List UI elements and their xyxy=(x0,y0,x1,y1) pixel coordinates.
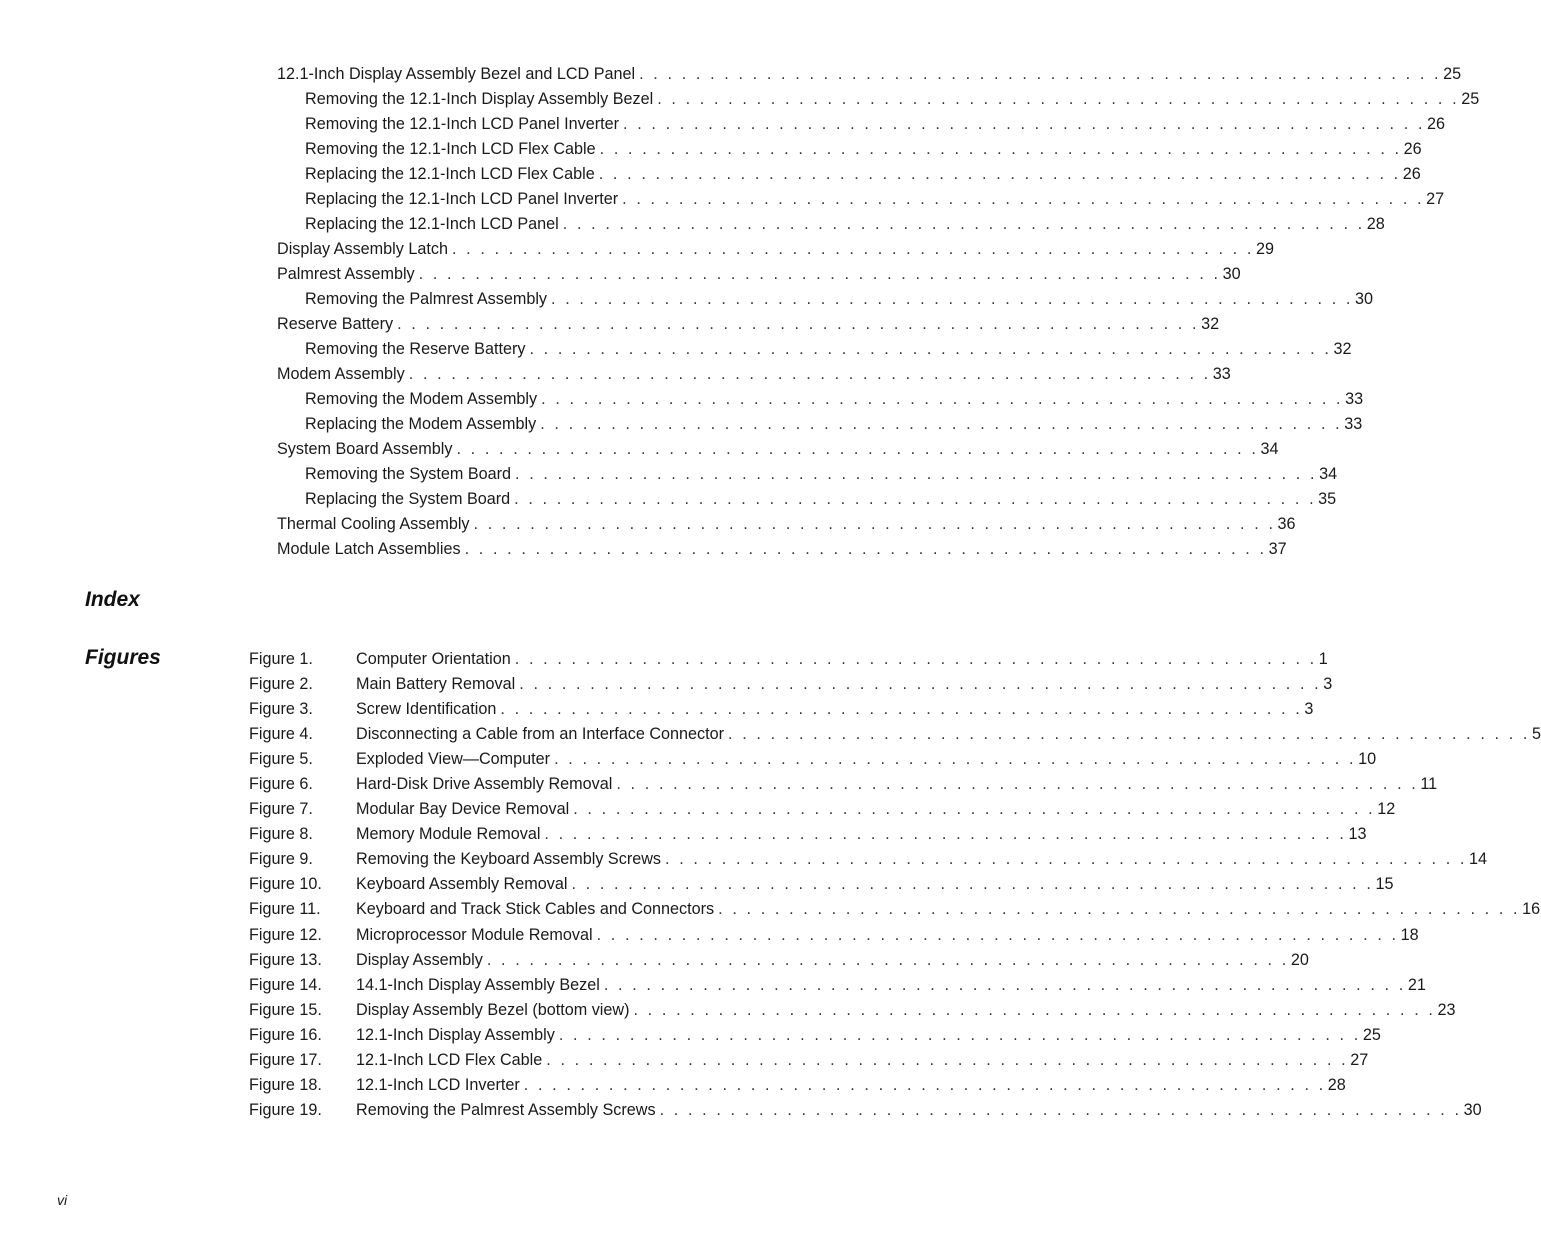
figure-page: 28 xyxy=(1327,1075,1346,1094)
toc-entry-title: Thermal Cooling Assembly xyxy=(277,515,470,533)
dot-leader: . . . . . . . . . . . . . . . . . . . . . . . . . . . . . . . . . . . . . . . . . . . . . . . . . . . . . . . . . xyxy=(633,1000,1436,1019)
dot-leader: . . . . . . . . . . . . . . . . . . . . . . . . . . . . . . . . . . . . . . . . . . . . . . . . . . . . . . . . . xyxy=(728,725,1531,744)
toc-entry xyxy=(305,387,1364,412)
figure-page: 3 xyxy=(1323,675,1333,694)
dot-leader: . . . . . . . . . . . . . . . . . . . . . . . . . . . . . . . . . . . . . . . . . . . . . . . . . . . . . . . . . xyxy=(659,1100,1462,1119)
figure-number: Figure 19. xyxy=(249,1100,322,1119)
dot-leader: . . . . . . . . . . . . . . . . . . . . . . . . . . . . . . . . . . . . . . . . . . . . . . . . . . . . . . . . . xyxy=(500,700,1303,719)
figure-title: Microprocessor Module Removal xyxy=(356,925,593,944)
figure-page: 23 xyxy=(1437,1000,1456,1019)
figure-page: 5 xyxy=(1532,725,1541,744)
figure-title: Screw Identification xyxy=(356,700,497,719)
toc-entry-page: 34 xyxy=(1319,465,1338,483)
figure-title: Removing the Keyboard Assembly Screws xyxy=(356,850,662,869)
toc-entry-page: 30 xyxy=(1222,265,1241,283)
toc-entry xyxy=(305,412,1363,437)
figure-entry-body xyxy=(356,923,1419,948)
figure-title: Main Battery Removal xyxy=(356,675,516,694)
toc-entry-title: Replacing the Modem Assembly xyxy=(305,415,537,433)
toc-entry-title: Reserve Battery xyxy=(277,315,394,333)
dot-leader: . . . . . . . . . . . . . . . . . . . . . . . . . . . . . . . . . . . . . . . . . . . . . . . . . . . . . . . . . xyxy=(571,875,1374,894)
toc-entry-page: 27 xyxy=(1426,190,1445,208)
figure-number: Figure 15. xyxy=(249,1000,322,1019)
toc-entry-title: Replacing the 12.1-Inch LCD Panel xyxy=(305,215,559,233)
toc-entry-title: Removing the Modem Assembly xyxy=(305,390,538,408)
dot-leader: . . . . . . . . . . . . . . . . . . . . . . . . . . . . . . . . . . . . . . . . . . . . . . . . . . . . . . . . . xyxy=(657,90,1460,108)
figure-page: 11 xyxy=(1420,775,1438,794)
figure-number: Figure 18. xyxy=(249,1075,322,1094)
dot-leader: . . . . . . . . . . . . . . . . . . . . . . . . . . . . . . . . . . . . . . . . . . . . . . . . . . . . . . . . . xyxy=(473,515,1276,533)
dot-leader: . . . . . . . . . . . . . . . . . . . . . . . . . . . . . . . . . . . . . . . . . . . . . . . . . . . . . . . . . xyxy=(639,65,1442,83)
figure-entry xyxy=(0,897,1541,922)
figure-entry-body xyxy=(356,772,1438,797)
toc-entry-title: Module Latch Assemblies xyxy=(277,540,461,558)
figure-number: Figure 4. xyxy=(249,725,313,744)
toc-entry xyxy=(305,462,1338,487)
figure-number: Figure 13. xyxy=(249,950,322,969)
toc-entry-title: Modem Assembly xyxy=(277,365,405,383)
figure-number: Figure 6. xyxy=(249,775,313,794)
figure-entry-body xyxy=(356,897,1541,922)
figure-entry xyxy=(0,847,1488,872)
figure-entry xyxy=(0,722,1541,747)
figure-number: Figure 9. xyxy=(249,850,313,869)
figure-title: Removing the Palmrest Assembly Screws xyxy=(356,1100,656,1119)
toc-entry xyxy=(305,337,1352,362)
figure-entry xyxy=(0,697,1314,722)
figure-entry xyxy=(0,772,1438,797)
toc-entry xyxy=(277,262,1241,287)
toc-entry-title: Removing the 12.1-Inch LCD Panel Inverter xyxy=(305,115,620,133)
toc-entry xyxy=(305,162,1421,187)
toc-entry-title: Replacing the System Board xyxy=(305,490,511,508)
figure-entry xyxy=(0,647,1328,672)
figure-entry-body xyxy=(356,697,1314,722)
figure-page: 1 xyxy=(1318,650,1328,668)
figure-title: Hard-Disk Drive Assembly Removal xyxy=(356,775,613,794)
toc-entry xyxy=(305,487,1337,512)
figure-entry-body xyxy=(356,797,1396,822)
page-number: vi xyxy=(57,1192,68,1208)
figure-entry-body xyxy=(356,1073,1346,1098)
toc-entry xyxy=(305,287,1374,312)
figure-title: Computer Orientation xyxy=(356,650,511,668)
dot-leader: . . . . . . . . . . . . . . . . . . . . . . . . . . . . . . . . . . . . . . . . . . . . . . . . . . . . . . . . . xyxy=(616,775,1419,794)
dot-leader: . . . . . . . . . . . . . . . . . . . . . . . . . . . . . . . . . . . . . . . . . . . . . . . . . . . . . . . . . xyxy=(540,415,1343,433)
toc-entry-page: 25 xyxy=(1443,65,1462,83)
toc-entry xyxy=(277,237,1274,262)
figure-page: 30 xyxy=(1463,1100,1482,1119)
dot-leader: . . . . . . . . . . . . . . . . . . . . . . . . . . . . . . . . . . . . . . . . . . . . . . . . . . . . . . . . . xyxy=(397,315,1200,333)
toc-entry-page: 36 xyxy=(1277,515,1296,533)
figure-title: 12.1-Inch LCD Flex Cable xyxy=(356,1050,543,1069)
figure-title: Memory Module Removal xyxy=(356,825,541,844)
toc-entry-page: 29 xyxy=(1255,240,1274,258)
toc-entry-page: 33 xyxy=(1345,390,1364,408)
figure-entry-body xyxy=(356,647,1328,672)
dot-leader: . . . . . . . . . . . . . . . . . . . . . . . . . . . . . . . . . . . . . . . . . . . . . . . . . . . . . . . . . xyxy=(623,115,1426,133)
toc-entry-title: Removing the Palmrest Assembly xyxy=(305,290,548,308)
toc-entry-page: 35 xyxy=(1318,490,1337,508)
figure-entry xyxy=(0,1098,1482,1123)
dot-leader: . . . . . . . . . . . . . . . . . . . . . . . . . . . . . . . . . . . . . . . . . . . . . . . . . . . . . . . . . xyxy=(514,490,1317,508)
figure-title: Modular Bay Device Removal xyxy=(356,800,570,819)
toc-entry xyxy=(277,537,1287,562)
dot-leader: . . . . . . . . . . . . . . . . . . . . . . . . . . . . . . . . . . . . . . . . . . . . . . . . . . . . . . . . . xyxy=(515,465,1318,483)
toc-entry xyxy=(305,137,1422,162)
toc-entry-title: Display Assembly Latch xyxy=(277,240,448,258)
figure-page: 14 xyxy=(1469,850,1488,869)
figure-title: 12.1-Inch LCD Inverter xyxy=(356,1075,520,1094)
toc-entry-page: 25 xyxy=(1461,90,1480,108)
toc-entry xyxy=(277,512,1296,537)
figure-entry xyxy=(0,672,1333,697)
toc-entry-page: 33 xyxy=(1344,415,1363,433)
dot-leader: . . . . . . . . . . . . . . . . . . . . . . . . . . . . . . . . . . . . . . . . . . . . . . . . . . . . . . . . . xyxy=(598,165,1401,183)
dot-leader: . . . . . . . . . . . . . . . . . . . . . . . . . . . . . . . . . . . . . . . . . . . . . . . . . . . . . . . . . xyxy=(408,365,1211,383)
figure-entry xyxy=(0,1073,1346,1098)
dot-leader: . . . . . . . . . . . . . . . . . . . . . . . . . . . . . . . . . . . . . . . . . . . . . . . . . . . . . . . . . xyxy=(529,340,1332,358)
toc-entry-page: 28 xyxy=(1366,215,1385,233)
figure-page: 25 xyxy=(1362,1025,1381,1044)
figure-number: Figure 2. xyxy=(249,675,313,694)
figure-title: Keyboard Assembly Removal xyxy=(356,875,568,894)
dot-leader: . . . . . . . . . . . . . . . . . . . . . . . . . . . . . . . . . . . . . . . . . . . . . . . . . . . . . . . . . xyxy=(718,900,1521,919)
toc-entry-page: 26 xyxy=(1402,165,1421,183)
figure-entry xyxy=(0,923,1419,948)
figure-page: 10 xyxy=(1358,750,1377,769)
dot-leader: . . . . . . . . . . . . . . . . . . . . . . . . . . . . . . . . . . . . . . . . . . . . . . . . . . . . . . . . . xyxy=(418,265,1221,283)
dot-leader: . . . . . . . . . . . . . . . . . . . . . . . . . . . . . . . . . . . . . . . . . . . . . . . . . . . . . . . . . xyxy=(451,240,1254,258)
toc-entry-page: 30 xyxy=(1355,290,1374,308)
figure-page: 15 xyxy=(1375,875,1394,894)
toc-entry-title: Replacing the 12.1-Inch LCD Flex Cable xyxy=(305,165,595,183)
dot-leader: . . . . . . . . . . . . . . . . . . . . . . . . . . . . . . . . . . . . . . . . . . . . . . . . . . . . . . . . . xyxy=(562,215,1365,233)
figure-entry-body xyxy=(356,722,1541,747)
figure-title: Keyboard and Track Stick Cables and Connectors xyxy=(356,900,715,919)
dot-leader: . . . . . . . . . . . . . . . . . . . . . . . . . . . . . . . . . . . . . . . . . . . . . . . . . . . . . . . . . xyxy=(573,800,1376,819)
figure-number: Figure 5. xyxy=(249,750,313,769)
dot-leader: . . . . . . . . . . . . . . . . . . . . . . . . . . . . . . . . . . . . . . . . . . . . . . . . . . . . . . . . . xyxy=(546,1050,1349,1069)
figure-entry-body xyxy=(356,1098,1482,1123)
dot-leader: . . . . . . . . . . . . . . . . . . . . . . . . . . . . . . . . . . . . . . . . . . . . . . . . . . . . . . . . . xyxy=(599,140,1402,158)
toc-entry-title: Palmrest Assembly xyxy=(277,265,415,283)
figure-page: 12 xyxy=(1377,800,1396,819)
toc-entry-page: 26 xyxy=(1427,115,1446,133)
dot-leader: . . . . . . . . . . . . . . . . . . . . . . . . . . . . . . . . . . . . . . . . . . . . . . . . . . . . . . . . . xyxy=(541,390,1344,408)
figure-entry-body xyxy=(356,1023,1381,1048)
toc-entry-title: Removing the 12.1-Inch Display Assembly Bezel xyxy=(305,90,654,108)
dot-leader: . . . . . . . . . . . . . . . . . . . . . . . . . . . . . . . . . . . . . . . . . . . . . . . . . . . . . . . . . xyxy=(486,950,1289,969)
figure-entry-body xyxy=(356,672,1333,697)
toc-entry-page: 34 xyxy=(1260,440,1279,458)
figure-page: 20 xyxy=(1290,950,1309,969)
dot-leader: . . . . . . . . . . . . . . . . . . . . . . . . . . . . . . . . . . . . . . . . . . . . . . . . . . . . . . . . . xyxy=(514,650,1317,668)
figure-entry-body xyxy=(356,973,1426,998)
index-heading: Index xyxy=(85,588,140,611)
dot-leader: . . . . . . . . . . . . . . . . . . . . . . . . . . . . . . . . . . . . . . . . . . . . . . . . . . . . . . . . . xyxy=(519,675,1322,694)
toc-entry xyxy=(277,437,1279,462)
toc-entry-page: 37 xyxy=(1268,540,1287,558)
figure-page: 13 xyxy=(1348,825,1367,844)
figure-entry xyxy=(0,973,1426,998)
dot-leader: . . . . . . . . . . . . . . . . . . . . . . . . . . . . . . . . . . . . . . . . . . . . . . . . . . . . . . . . . xyxy=(456,440,1259,458)
figure-entry xyxy=(0,1048,1369,1073)
dot-leader: . . . . . . . . . . . . . . . . . . . . . . . . . . . . . . . . . . . . . . . . . . . . . . . . . . . . . . . . . xyxy=(544,825,1347,844)
figure-entry xyxy=(0,872,1394,897)
figure-number: Figure 16. xyxy=(249,1025,322,1044)
figure-page: 18 xyxy=(1400,925,1419,944)
toc-entry-page: 32 xyxy=(1333,340,1352,358)
figure-title: 12.1-Inch Display Assembly xyxy=(356,1025,555,1044)
figure-number: Figure 1. xyxy=(249,650,313,668)
figure-title: Disconnecting a Cable from an Interface Connector xyxy=(356,725,725,744)
figure-number: Figure 3. xyxy=(249,700,313,719)
figure-title: Exploded View—Computer xyxy=(356,750,551,769)
figure-page: 27 xyxy=(1350,1050,1369,1069)
figure-entry xyxy=(0,747,1377,772)
figure-entry-body xyxy=(356,847,1488,872)
figure-entry-body xyxy=(356,948,1309,973)
toc-entry xyxy=(277,362,1231,387)
dot-leader: . . . . . . . . . . . . . . . . . . . . . . . . . . . . . . . . . . . . . . . . . . . . . . . . . . . . . . . . . xyxy=(523,1075,1326,1094)
toc-entry xyxy=(305,187,1445,212)
figure-entry-body xyxy=(356,998,1456,1023)
figure-entry-body xyxy=(356,872,1394,897)
toc-entry-title: System Board Assembly xyxy=(277,440,453,458)
dot-leader: . . . . . . . . . . . . . . . . . . . . . . . . . . . . . . . . . . . . . . . . . . . . . . . . . . . . . . . . . xyxy=(558,1025,1361,1044)
figure-number: Figure 7. xyxy=(249,800,313,819)
toc-entry xyxy=(305,112,1446,137)
toc-entry-page: 32 xyxy=(1201,315,1220,333)
toc-entry-page: 33 xyxy=(1212,365,1231,383)
dot-leader: . . . . . . . . . . . . . . . . . . . . . . . . . . . . . . . . . . . . . . . . . . . . . . . . . . . . . . . . . xyxy=(554,750,1357,769)
toc-entry-title: Removing the 12.1-Inch LCD Flex Cable xyxy=(305,140,596,158)
figure-entry-body xyxy=(356,822,1367,847)
figure-title: Display Assembly xyxy=(356,950,483,969)
toc-entry xyxy=(305,212,1385,237)
toc-entry xyxy=(277,312,1220,337)
toc-entry-title: Replacing the 12.1-Inch LCD Panel Inverter xyxy=(305,190,619,208)
figure-page: 16 xyxy=(1522,900,1541,919)
figure-number: Figure 11. xyxy=(249,900,321,919)
figures-heading: Figures xyxy=(85,646,161,669)
toc-entry-title: Removing the System Board xyxy=(305,465,512,483)
figure-number: Figure 14. xyxy=(249,975,322,994)
dot-leader: . . . . . . . . . . . . . . . . . . . . . . . . . . . . . . . . . . . . . . . . . . . . . . . . . . . . . . . . . xyxy=(665,850,1468,869)
figure-page: 3 xyxy=(1304,700,1314,719)
figure-entry xyxy=(0,1023,1381,1048)
figure-entry xyxy=(0,822,1367,847)
figure-entry xyxy=(0,948,1309,973)
list-of-figures xyxy=(0,647,1541,1123)
toc-entry-title: Removing the Reserve Battery xyxy=(305,340,526,358)
toc-entry xyxy=(277,62,1462,87)
figure-number: Figure 17. xyxy=(249,1050,322,1069)
toc-entry xyxy=(305,87,1480,112)
figure-page: 21 xyxy=(1407,975,1426,994)
figure-entry xyxy=(0,797,1396,822)
figure-title: 14.1-Inch Display Assembly Bezel xyxy=(356,975,600,994)
dot-leader: . . . . . . . . . . . . . . . . . . . . . . . . . . . . . . . . . . . . . . . . . . . . . . . . . . . . . . . . . xyxy=(622,190,1425,208)
toc-entry-page: 26 xyxy=(1403,140,1422,158)
figure-entry-body xyxy=(356,1048,1369,1073)
table-of-contents xyxy=(0,62,1480,562)
dot-leader: . . . . . . . . . . . . . . . . . . . . . . . . . . . . . . . . . . . . . . . . . . . . . . . . . . . . . . . . . xyxy=(464,540,1267,558)
dot-leader: . . . . . . . . . . . . . . . . . . . . . . . . . . . . . . . . . . . . . . . . . . . . . . . . . . . . . . . . . xyxy=(603,975,1406,994)
figure-entry xyxy=(0,998,1456,1023)
figure-number: Figure 10. xyxy=(249,875,322,894)
figure-number: Figure 12. xyxy=(249,925,322,944)
figure-entry-body xyxy=(356,747,1377,772)
toc-entry-title: 12.1-Inch Display Assembly Bezel and LCD Panel xyxy=(277,65,636,83)
figure-title: Display Assembly Bezel (bottom view) xyxy=(356,1000,630,1019)
dot-leader: . . . . . . . . . . . . . . . . . . . . . . . . . . . . . . . . . . . . . . . . . . . . . . . . . . . . . . . . . xyxy=(596,925,1399,944)
figure-number: Figure 8. xyxy=(249,825,313,844)
dot-leader: . . . . . . . . . . . . . . . . . . . . . . . . . . . . . . . . . . . . . . . . . . . . . . . . . . . . . . . . . xyxy=(551,290,1354,308)
